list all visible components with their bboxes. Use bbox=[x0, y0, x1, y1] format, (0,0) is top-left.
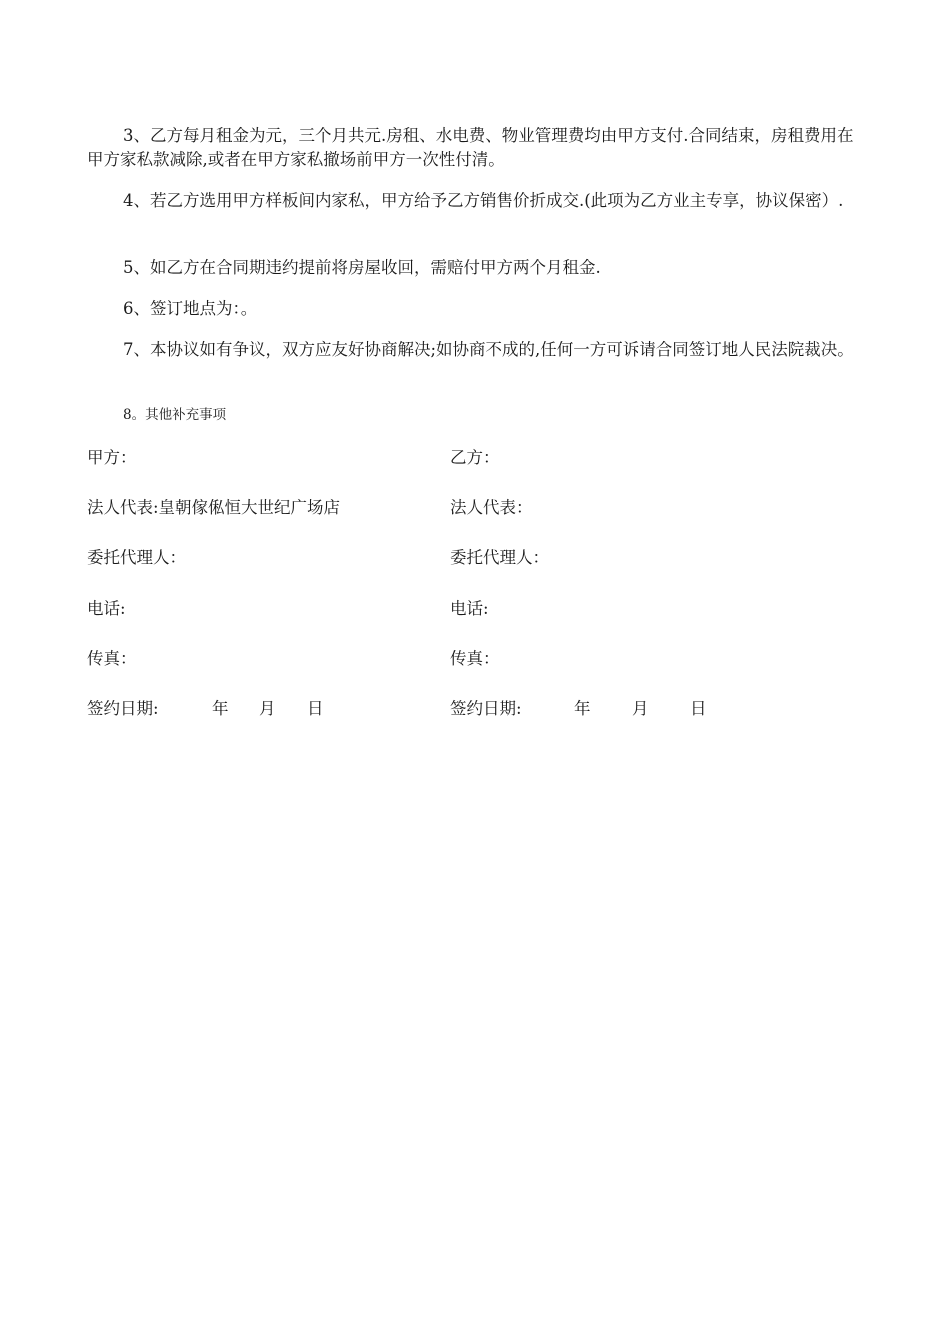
party-b-label: 乙方： bbox=[450, 448, 500, 467]
party-a-legal-rep: 法人代表:皇朝傢俬恒大世纪广场店 bbox=[87, 498, 341, 517]
party-a-sign-date: 签约日期: bbox=[87, 699, 159, 718]
party-a-agent: 委托代理人： bbox=[87, 548, 186, 567]
party-a-year: 年 bbox=[212, 699, 229, 718]
party-b-day: 日 bbox=[690, 699, 707, 718]
party-b-sign-date: 签约日期: bbox=[450, 699, 522, 718]
party-a-phone: 电话: bbox=[87, 599, 126, 618]
party-b-fax: 传真： bbox=[450, 649, 500, 668]
clause-3: 3、乙方每月租金为元，三个月共元.房租、水电费、物业管理费均由甲方支付.合同结束，房租费用在甲方家私款减除,或者在甲方家私撤场前甲方一次性付清。 bbox=[87, 126, 854, 169]
clause-7: 7、本协议如有争议，双方应友好协商解决;如协商不成的,任何一方可诉请合同签订地人民法院裁决。 bbox=[123, 340, 854, 359]
clause-6: 6、签订地点为：。 bbox=[123, 299, 258, 318]
party-b-agent: 委托代理人： bbox=[450, 548, 549, 567]
clause-5: 5、如乙方在合同期违约提前将房屋收回，需赔付甲方两个月租金. bbox=[123, 258, 601, 277]
party-b-phone: 电话: bbox=[450, 599, 489, 618]
party-a-label: 甲方： bbox=[87, 448, 137, 467]
party-b-month: 月 bbox=[632, 699, 649, 718]
party-a-day: 日 bbox=[307, 699, 324, 718]
party-b-year: 年 bbox=[574, 699, 591, 718]
party-a-month: 月 bbox=[259, 699, 276, 718]
party-a-fax: 传真： bbox=[87, 649, 137, 668]
clause-8: 8。其他补充事项 bbox=[123, 407, 227, 423]
clause-4: 4、若乙方选用甲方样板间内家私，甲方给予乙方销售价折成交.(此项为乙方业主专享，协议保密）. bbox=[123, 191, 844, 210]
party-b-legal-rep: 法人代表： bbox=[450, 498, 533, 517]
